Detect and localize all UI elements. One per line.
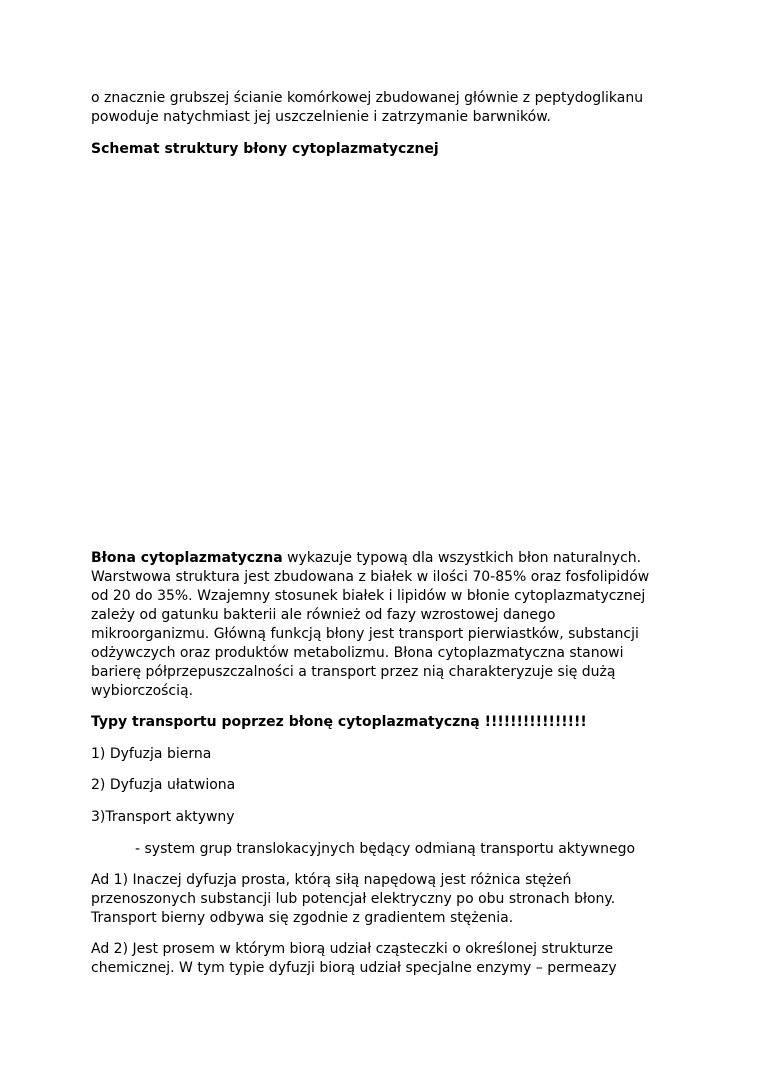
membrane-line-3: od 20 do 35%. Wzajemny stosunek białek i lipidów w błonie cytoplazmatycznej [91,588,646,604]
membrane-line-5: mikroorganizmu. Główną funkcją błony jest transport pierwiastków, substancji [91,626,639,642]
membrane-line-2: Warstwowa struktura jest zbudowana z białek w ilości 70-85% oraz fosfolipidów [91,569,650,585]
transport-heading: Typy transportu poprzez błonę cytoplazmatyczną !!!!!!!!!!!!!!!! [91,714,587,730]
intro-line-1: o znacznie grubszej ścianie komórkowej zbudowanej głównie z peptydoglikanu [91,90,644,106]
ad1-line-1: Ad 1) Inaczej dyfuzja prosta, którą siłą napędową jest różnica stężeń [91,872,572,888]
intro-line-2: powoduje natychmiast jej uszczelnienie i zatrzymanie barwników. [91,109,551,125]
membrane-line-6: odżywczych oraz produktów metabolizmu. Błona cytoplazmatyczna stanowi [91,645,624,661]
transport-type-2: 2) Dyfuzja ułatwiona [91,777,236,793]
transport-type-3: 3)Transport aktywny [91,809,235,825]
membrane-term: Błona cytoplazmatyczna [91,550,283,566]
ad2-line-1: Ad 2) Jest prosem w którym biorą udział cząsteczki o określonej strukturze [91,941,614,957]
transport-subitem: - system grup translokacyjnych będący odmianą transportu aktywnego [135,841,636,857]
membrane-line-1-rest: wykazuje typową dla wszystkich błon naturalnych. [282,550,642,566]
schema-figure-area [91,168,651,538]
transport-type-1: 1) Dyfuzja bierna [91,746,212,762]
membrane-line-7: barierę półprzepuszczalności a transport przez nią charakteryzuje się dużą [91,664,616,680]
ad1-line-3: Transport bierny odbywa się zgodnie z gradientem stężenia. [91,910,514,926]
ad2-line-2: chemicznej. W tym typie dyfuzji biorą udział specjalne enzymy – permeazy [91,960,617,976]
membrane-line-8: wybiorczością. [91,683,194,699]
membrane-line-1 [91,549,641,568]
ad1-line-2: przenoszonych substancji lub potencjał elektryczny po obu stronach błony. [91,891,616,907]
schema-heading: Schemat struktury błony cytoplazmatycznej [91,141,439,157]
membrane-line-4: zależy od gatunku bakterii ale również od fazy wzrostowej danego [91,607,556,623]
